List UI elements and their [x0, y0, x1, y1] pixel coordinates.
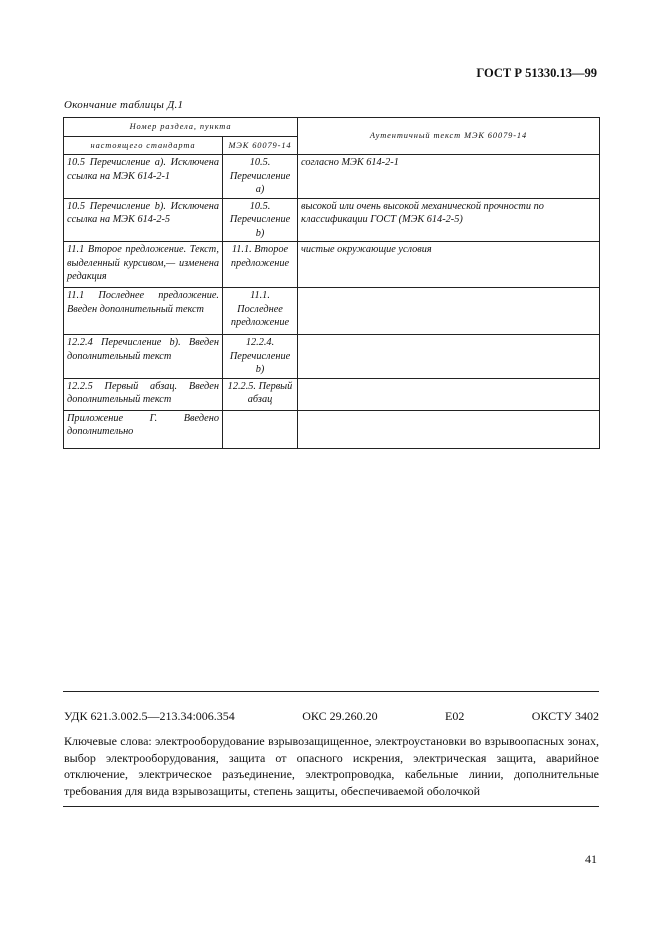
oks-code: ОКС 29.260.20: [302, 709, 378, 723]
cell-text: [298, 335, 600, 379]
cell-standard: 12.2.5 Первый абзац. Введен дополнительный текст: [64, 378, 223, 410]
cell-standard: 12.2.4 Перечисление b). Введен дополнительный текст: [64, 335, 223, 379]
cell-iec: 10.5. Перечисление а): [223, 155, 298, 199]
cell-text: [298, 378, 600, 410]
cell-standard: 11.1 Второе предложение. Текст, выделенный курсивом,— изменена редакция: [64, 242, 223, 288]
cell-iec: 10.5. Перечисление b): [223, 198, 298, 242]
table-row: [64, 335, 600, 379]
comparison-table: [63, 117, 600, 449]
cell-standard: 11.1 Последнее предложение. Введен дополнительный текст: [64, 288, 223, 335]
cell-text: [298, 410, 600, 448]
cell-iec: 12.2.4. Перечисление b): [223, 335, 298, 379]
table-row: [64, 198, 600, 242]
cell-text: чистые окружающие условия: [298, 242, 600, 288]
cell-standard: 10.5 Перечисление b). Исключена ссылка на МЭК 614-2-5: [64, 198, 223, 242]
footer-top-rule: [63, 691, 599, 692]
cell-text: высокой или очень высокой механической прочности по классификации ГОСТ (МЭК 614-2-5): [298, 198, 600, 242]
cell-text: согласно МЭК 614-2-1: [298, 155, 600, 199]
classification-row: [64, 709, 599, 724]
cell-standard: Приложение Г. Введено дополнительно: [64, 410, 223, 448]
keywords: Ключевые слова: электрооборудование взрывозащищенное, электроустановки во взрывоопасных зонах, выбор электрооборудования, защита от опасного искрения, электрическая защита, аварийное отключение, электрическое разъединение, электропроводка, кабельные линии, дополнительные требования для вида взрывозащиты, степень защиты, обеспечиваемой оболочкой: [64, 734, 599, 798]
cell-iec: 12.2.5. Первый абзац: [223, 378, 298, 410]
table-row: [64, 410, 600, 448]
header-authentic-text: Аутентичный текст МЭК 60079-14: [298, 118, 600, 155]
header-this-standard: настоящего стандарта: [64, 136, 223, 155]
header-iec: МЭК 60079-14: [223, 136, 298, 155]
table-caption: Окончание таблицы Д.1: [64, 99, 184, 111]
cell-text: [298, 288, 600, 335]
cell-iec: 11.1. Второе предложение: [223, 242, 298, 288]
udk-code: УДК 621.3.002.5—213.34:006.354: [64, 709, 235, 723]
table-row: [64, 378, 600, 410]
document-code: ГОСТ Р 51330.13—99: [476, 66, 597, 80]
cell-standard: 10.5 Перечисление а). Исключена ссылка на МЭК 614-2-1: [64, 155, 223, 199]
page-number: 41: [585, 852, 597, 866]
table-header-row-1: [64, 118, 600, 137]
table-row: [64, 242, 600, 288]
table-row: [64, 288, 600, 335]
okstu-code: ОКСТУ 3402: [531, 709, 599, 723]
footer-bottom-rule: [63, 806, 599, 807]
cell-iec: 11.1. Последнее предложение: [223, 288, 298, 335]
table-row: [64, 155, 600, 199]
header-section-number: Номер раздела, пункта: [64, 118, 298, 137]
group-code: Е02: [445, 709, 465, 723]
cell-iec: [223, 410, 298, 448]
